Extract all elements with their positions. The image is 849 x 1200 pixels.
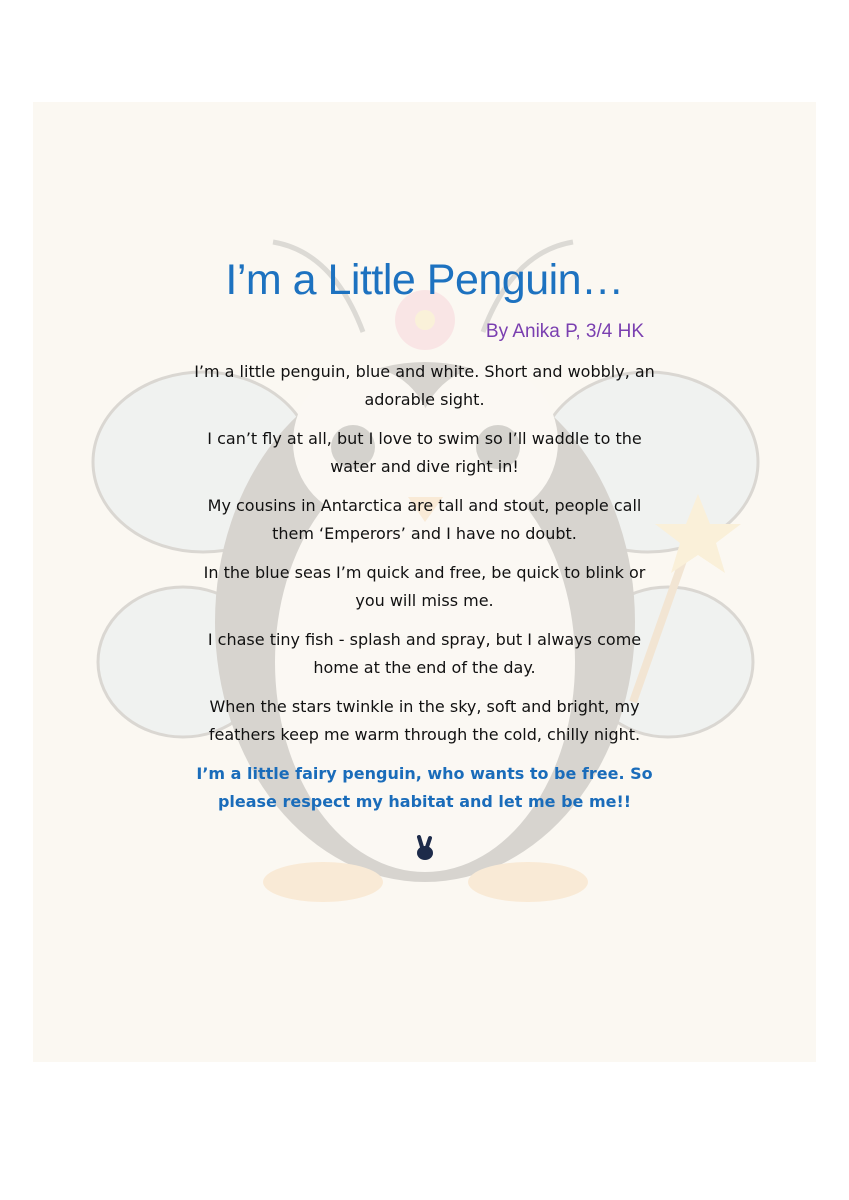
poem-closing-line: I’m a little fairy penguin, who wants to be free. So please respect my habitat and let me be me!!	[196, 764, 653, 811]
poem-stanza: I’m a little penguin, blue and white. Short and wobbly, an adorable sight.	[194, 362, 655, 409]
poem-stanza: In the blue seas I’m quick and free, be quick to blink or you will miss me.	[203, 563, 646, 610]
poem-stanza: When the stars twinkle in the sky, soft and bright, my feathers keep me warm through the cold, chilly night.	[208, 697, 641, 744]
author-byline: By Anika P, 3/4 HK	[485, 321, 644, 342]
poem-stanza: I can’t fly at all, but I love to swim so I’ll waddle to the water and dive right in!	[207, 429, 642, 476]
poem-stanza: I chase tiny fish - splash and spray, but I always come home at the end of the day.	[207, 630, 642, 677]
poem-title: I’m a Little Penguin…	[225, 256, 624, 304]
poem-body	[193, 358, 656, 827]
poem-page	[33, 102, 816, 1062]
victory-hand-icon	[414, 835, 436, 861]
poem-stanza: My cousins in Antarctica are tall and stout, people call them ‘Emperors’ and I have no doubt.	[207, 496, 642, 543]
